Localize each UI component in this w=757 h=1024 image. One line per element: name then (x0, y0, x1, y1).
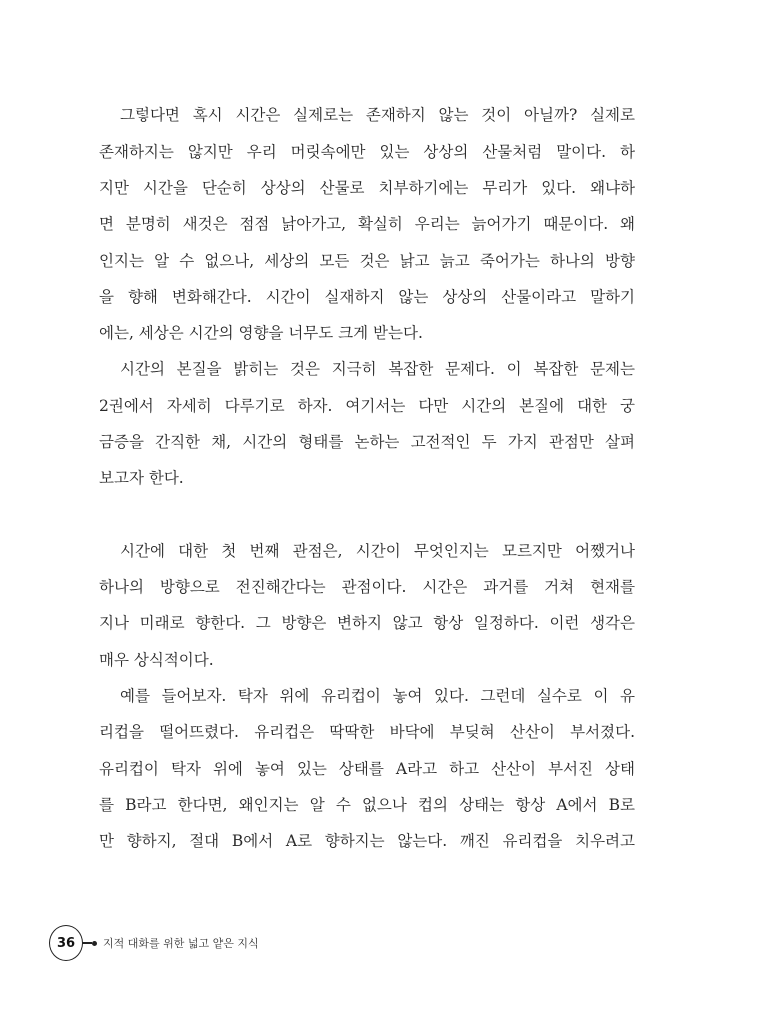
text-line: 금증을 간직한 채, 시간의 형태를 논하는 고전적인 두 가지 관점만 살펴 (99, 433, 635, 451)
text-line: 예를 들어보자. 탁자 위에 유리컵이 놓여 있다. 그런데 실수로 이 유 (120, 687, 635, 705)
text-line: 에는, 세상은 시간의 영향을 너무도 크게 받는다. (99, 324, 423, 342)
text-line: 그렇다면 혹시 시간은 실제로는 존재하지 않는 것이 아닐까? 실제로 (120, 106, 635, 124)
text-line: 보고자 한다. (99, 469, 184, 487)
text-line: 리컵을 떨어뜨렸다. 유리컵은 딱딱한 바닥에 부딪혀 산산이 부서졌다. (99, 723, 635, 741)
text-line: 유리컵이 탁자 위에 놓여 있는 상태를 A라고 하고 산산이 부서진 상태 (99, 760, 635, 778)
bullet-dot-icon (92, 941, 97, 946)
connector-line (82, 942, 92, 944)
page-footer (49, 925, 259, 961)
text-line: 존재하지는 않지만 우리 머릿속에만 있는 상상의 산물처럼 말이다. 하 (99, 143, 635, 161)
text-line: 를 B라고 한다면, 왜인지는 알 수 없으나 컵의 상태는 항상 A에서 B로 (99, 796, 635, 814)
text-line: 하나의 방향으로 전진해간다는 관점이다. 시간은 과거를 거쳐 현재를 (99, 578, 635, 596)
page-number: 36 (49, 925, 83, 961)
text-line: 지나 미래로 향한다. 그 방향은 변하지 않고 항상 일정하다. 이런 생각은 (99, 614, 635, 632)
text-line: 인지는 알 수 없으나, 세상의 모든 것은 낡고 늙고 죽어가는 하나의 방향 (99, 252, 635, 270)
running-title: 지적 대화를 위한 넓고 얕은 지식 (103, 937, 259, 950)
text-line: 시간에 대한 첫 번째 관점은, 시간이 무엇인지는 모르지만 어쨌거나 (120, 542, 635, 560)
text-line: 을 향해 변화해간다. 시간이 실재하지 않는 상상의 산물이라고 말하기 (99, 288, 635, 306)
text-line: 면 분명히 새것은 점점 낡아가고, 확실히 우리는 늙어가기 때문이다. 왜 (99, 215, 635, 233)
text-line: 만 향하지, 절대 B에서 A로 향하지는 않는다. 깨진 유리컵을 치우려고 (99, 832, 635, 850)
text-line: 시간의 본질을 밝히는 것은 지극히 복잡한 문제다. 이 복잡한 문제는 (120, 360, 635, 378)
text-line: 지만 시간을 단순히 상상의 산물로 치부하기에는 무리가 있다. 왜냐하 (99, 179, 635, 197)
text-line: 매우 상식적이다. (99, 651, 214, 669)
text-line: 2권에서 자세히 다루기로 하자. 여기서는 다만 시간의 본질에 대한 궁 (99, 397, 635, 415)
